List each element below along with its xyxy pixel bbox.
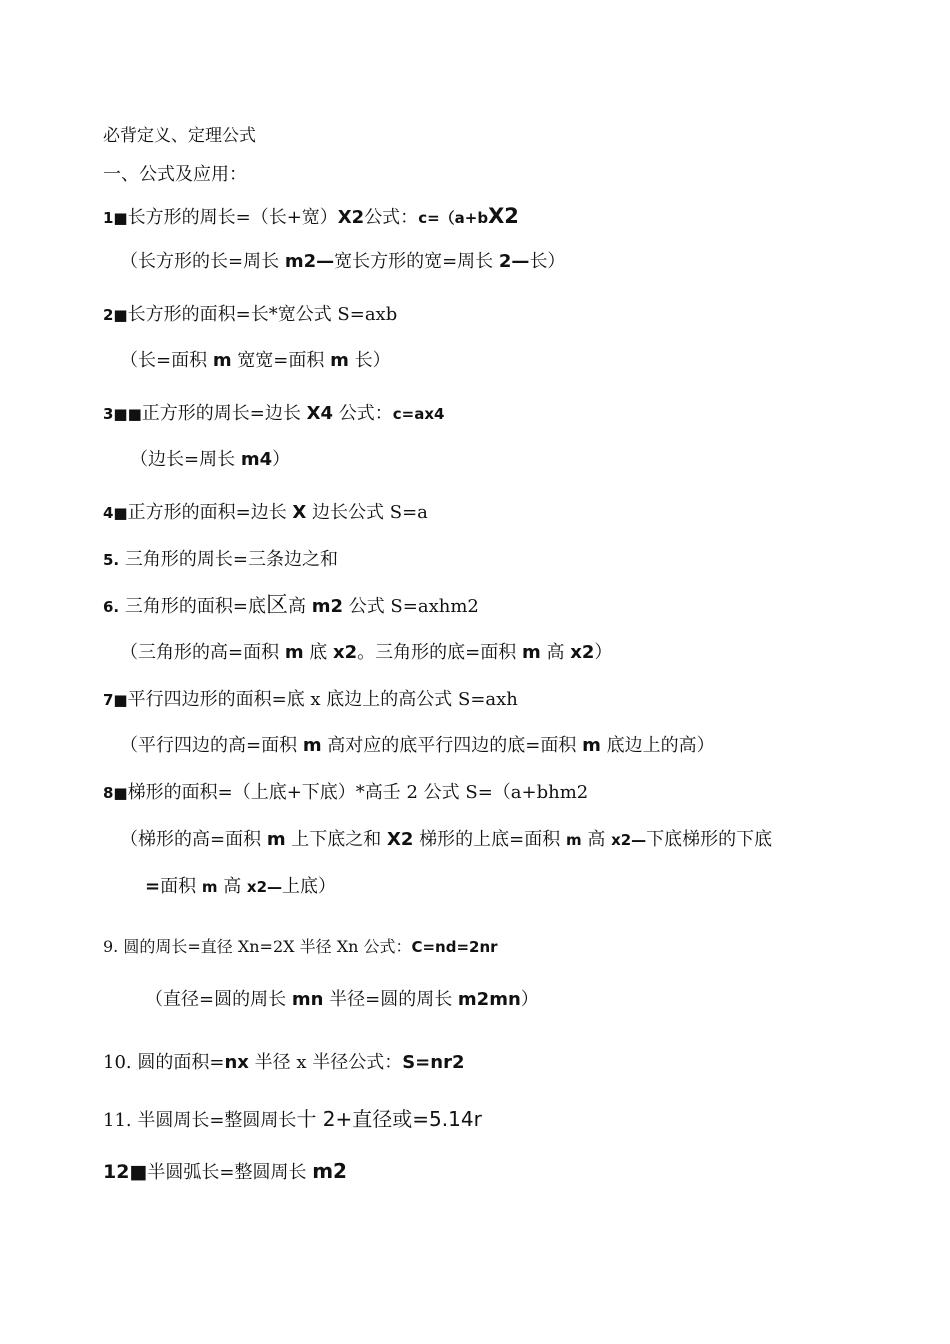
- formula-1-num: 1■: [103, 209, 128, 227]
- formula-3-sub: （边长=周长 m4）: [130, 449, 291, 470]
- formula-6: 6. 三角形的面积=底区高 m2 公式 S=axhm2: [103, 593, 479, 618]
- formula-12: 12■半圆弧长=整圆周长 m2: [103, 1159, 347, 1183]
- formula-8-sub-cont: =面积 m 高 x2—上底）: [145, 876, 337, 897]
- formula-9: 9. 圆的周长=直径 Xn=2X 半径 Xn 公式：C=nd=2nr: [103, 937, 498, 956]
- formula-7: 7■平行四边形的面积=底 x 底边上的高公式 S=axh: [103, 689, 518, 710]
- formula-1-expr-times: X2: [488, 204, 519, 228]
- formula-5: 5. 三角形的周长=三条边之和: [103, 549, 338, 570]
- formula-1-sub: （长方形的长=周长 m2—宽长方形的宽=周长 2—长）: [120, 251, 566, 272]
- formula-1-text: 长方形的周长=（长+宽）: [127, 207, 338, 228]
- formula-4: 4■正方形的面积=边长 X 边长公式 S=a: [103, 502, 428, 523]
- formula-9-sub: （直径=圆的周长 mn 半径=圆的周长 m2mn）: [145, 989, 539, 1010]
- formula-3: 3■■正方形的周长=边长 X4 公式：c=ax4: [103, 403, 445, 424]
- formula-8-sub: （梯形的高=面积 m 上下底之和 X2 梯形的上底=面积 m 高 x2—下底梯形的下底: [120, 829, 773, 850]
- formula-11: 11. 半圆周长=整圆周长十 2+直径或=5.14r: [103, 1107, 482, 1131]
- formula-2: 2■长方形的面积=长*宽公式 S=axb: [103, 304, 398, 325]
- formula-7-sub: （平行四边的高=面积 m 高对应的底平行四边的底=面积 m 底边上的高）: [120, 735, 715, 756]
- formula-1: [103, 204, 519, 230]
- formula-8: 8■梯形的面积=（上底+下底）*高壬 2 公式 S=（a+bhm2: [103, 782, 589, 803]
- formula-6-sub: （三角形的高=面积 m 底 x2。三角形的底=面积 m 高 x2）: [120, 642, 613, 663]
- formula-1-expr: c=（a+b: [418, 209, 489, 227]
- formula-1-label: 公式：: [364, 207, 419, 228]
- formula-2-sub: （长=面积 m 宽宽=面积 m 长）: [120, 350, 391, 371]
- doc-title: 必背定义、定理公式: [103, 126, 256, 146]
- formula-10: 10. 圆的面积=nx 半径 x 半径公式：S=nr2: [103, 1052, 465, 1073]
- formula-1-times: X2: [337, 207, 365, 228]
- section-heading: 一、公式及应用：: [103, 164, 247, 185]
